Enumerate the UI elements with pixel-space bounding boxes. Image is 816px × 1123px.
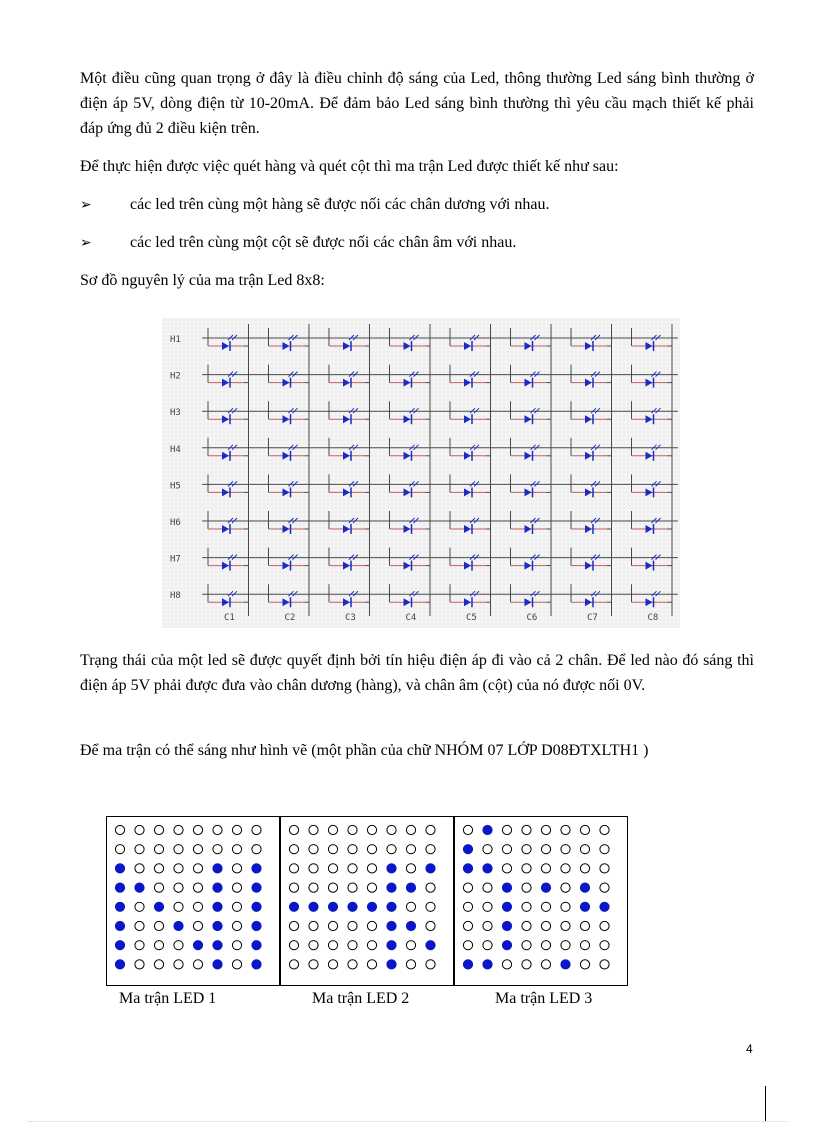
led-off-dot	[348, 845, 357, 854]
led-off-dot	[387, 825, 396, 834]
page-number: 4	[746, 1042, 753, 1056]
led-off-dot	[367, 941, 376, 950]
led-off-dot	[289, 941, 298, 950]
led-off-dot	[426, 921, 435, 930]
led-matrix-3	[454, 816, 628, 986]
led-off-dot	[522, 921, 531, 930]
led-on-dot	[252, 941, 261, 950]
led-off-dot	[115, 825, 124, 834]
led-on-dot	[348, 902, 357, 911]
led-off-dot	[328, 883, 337, 892]
led-diode-symbol	[464, 452, 471, 460]
footer-dotted-line	[28, 1121, 788, 1122]
led-off-dot	[309, 864, 318, 873]
row-label: H4	[170, 444, 181, 455]
led-diode-symbol	[464, 562, 471, 570]
led-diode-symbol	[222, 415, 229, 423]
led-diode-symbol	[343, 452, 350, 460]
led-off-dot	[367, 864, 376, 873]
led-on-dot	[483, 864, 492, 873]
led-diode-symbol	[464, 342, 471, 350]
led-off-dot	[387, 845, 396, 854]
led-off-dot	[426, 845, 435, 854]
led-off-dot	[154, 960, 163, 969]
led-diode-symbol	[404, 379, 411, 387]
led-off-dot	[193, 883, 202, 892]
matrix-caption-2: Ma trận LED 2	[312, 990, 410, 1007]
led-on-dot	[502, 941, 511, 950]
led-off-dot	[232, 825, 241, 834]
led-diode-symbol	[222, 488, 229, 496]
led-off-dot	[328, 845, 337, 854]
led-off-dot	[426, 883, 435, 892]
led-off-dot	[174, 941, 183, 950]
led-off-dot	[406, 960, 415, 969]
led-off-dot	[561, 921, 570, 930]
led-off-dot	[463, 883, 472, 892]
led-on-dot	[115, 941, 124, 950]
led-off-dot	[289, 825, 298, 834]
led-off-dot	[367, 960, 376, 969]
led-off-dot	[522, 825, 531, 834]
led-diode-symbol	[585, 452, 592, 460]
led-on-dot	[252, 902, 261, 911]
led-on-dot	[502, 902, 511, 911]
led-diode-symbol	[646, 379, 653, 387]
led-off-dot	[348, 941, 357, 950]
led-off-dot	[600, 883, 609, 892]
led-matrix-1	[106, 816, 280, 986]
led-off-dot	[193, 921, 202, 930]
led-off-dot	[600, 825, 609, 834]
led-off-dot	[600, 960, 609, 969]
led-off-dot	[522, 883, 531, 892]
led-off-dot	[541, 825, 550, 834]
led-off-dot	[367, 921, 376, 930]
led-on-dot	[328, 902, 337, 911]
led-on-dot	[213, 902, 222, 911]
led-on-dot	[174, 921, 183, 930]
led-on-dot	[252, 883, 261, 892]
led-diode-symbol	[343, 562, 350, 570]
led-on-dot	[406, 921, 415, 930]
led-diode-symbol	[283, 598, 290, 606]
led-on-dot	[135, 883, 144, 892]
led-on-dot	[463, 960, 472, 969]
led-diode-symbol	[464, 488, 471, 496]
led-off-dot	[174, 825, 183, 834]
led-diode-symbol	[283, 488, 290, 496]
bullet-text: các led trên cùng một hàng sẽ được nối các chân dương với nhau.	[130, 196, 550, 213]
led-off-dot	[561, 902, 570, 911]
led-on-dot	[463, 864, 472, 873]
led-off-dot	[193, 845, 202, 854]
led-diode-symbol	[464, 379, 471, 387]
led-diode-symbol	[404, 488, 411, 496]
led-off-dot	[193, 825, 202, 834]
led-diode-symbol	[525, 342, 532, 350]
led-diode-symbol	[343, 379, 350, 387]
led-diode-symbol	[283, 452, 290, 460]
led-diode-symbol	[646, 342, 653, 350]
led-on-dot	[213, 921, 222, 930]
led-diode-symbol	[343, 525, 350, 533]
led-diode-symbol	[343, 342, 350, 350]
paragraph-brightness: Một điều cũng quan trọng ở đây là điều chỉnh độ sáng của Led, thông thường Led sáng bình thường ở điện áp 5V, dòng điện từ 10-20mA. Để đảm bảo Led sáng bình thường thì yêu cầu mạch thiết kế phải đáp ứng đủ 2 điều kiện trên.	[80, 70, 754, 137]
led-on-dot	[387, 883, 396, 892]
led-off-dot	[561, 864, 570, 873]
led-on-dot	[154, 902, 163, 911]
led-off-dot	[154, 864, 163, 873]
led-off-dot	[289, 845, 298, 854]
led-off-dot	[426, 902, 435, 911]
led-off-dot	[289, 960, 298, 969]
led-on-dot	[115, 883, 124, 892]
led-off-dot	[600, 921, 609, 930]
led-on-dot	[561, 960, 570, 969]
led-off-dot	[154, 941, 163, 950]
led-off-dot	[561, 845, 570, 854]
led-off-dot	[348, 921, 357, 930]
column-label: C4	[405, 613, 417, 623]
led-on-dot	[387, 902, 396, 911]
led-on-dot	[580, 902, 589, 911]
led-diode-symbol	[404, 562, 411, 570]
led-diode-symbol	[585, 379, 592, 387]
led-on-dot	[502, 883, 511, 892]
led-off-dot	[600, 864, 609, 873]
led-off-dot	[328, 921, 337, 930]
led-diode-symbol	[525, 415, 532, 423]
led-diode-symbol	[343, 598, 350, 606]
led-off-dot	[309, 921, 318, 930]
led-matrix-dots	[107, 817, 281, 987]
led-on-dot	[115, 902, 124, 911]
bullet-text: các led trên cùng một cột sẽ được nối các chân âm với nhau.	[130, 234, 517, 251]
led-diode-symbol	[222, 452, 229, 460]
led-off-dot	[483, 845, 492, 854]
led-on-dot	[213, 864, 222, 873]
led-off-dot	[232, 902, 241, 911]
led-off-dot	[426, 825, 435, 834]
schematic-drawing	[162, 318, 680, 628]
led-off-dot	[328, 864, 337, 873]
led-off-dot	[135, 845, 144, 854]
led-diode-symbol	[585, 598, 592, 606]
led-off-dot	[328, 941, 337, 950]
led-diode-symbol	[222, 379, 229, 387]
led-off-dot	[367, 845, 376, 854]
led-matrix-dots	[455, 817, 629, 987]
led-on-dot	[483, 960, 492, 969]
matrix-caption-1: Ma trận LED 1	[119, 990, 217, 1007]
led-diode-symbol	[585, 488, 592, 496]
led-off-dot	[463, 941, 472, 950]
led-off-dot	[348, 825, 357, 834]
matrix-caption-3: Ma trận LED 3	[495, 990, 593, 1007]
led-on-dot	[483, 825, 492, 834]
led-off-dot	[135, 825, 144, 834]
paragraph-display-example: Để ma trận có thể sáng như hình vẽ (một phần của chữ NHÓM 07 LỚP D08ĐTXLTH1 )	[80, 742, 649, 759]
led-off-dot	[232, 941, 241, 950]
led-diode-symbol	[222, 525, 229, 533]
led-off-dot	[232, 864, 241, 873]
led-on-dot	[367, 902, 376, 911]
led-on-dot	[115, 960, 124, 969]
led-off-dot	[561, 825, 570, 834]
led-diode-symbol	[646, 488, 653, 496]
led-off-dot	[193, 864, 202, 873]
led-off-dot	[154, 883, 163, 892]
led-off-dot	[135, 960, 144, 969]
led-on-dot	[252, 864, 261, 873]
led-off-dot	[367, 825, 376, 834]
led-diode-symbol	[525, 562, 532, 570]
led-off-dot	[483, 902, 492, 911]
led-off-dot	[561, 941, 570, 950]
led-diode-symbol	[283, 342, 290, 350]
led-off-dot	[193, 960, 202, 969]
led-off-dot	[561, 883, 570, 892]
column-label: C2	[284, 613, 296, 623]
led-off-dot	[135, 941, 144, 950]
led-off-dot	[406, 902, 415, 911]
led-off-dot	[232, 845, 241, 854]
led-on-dot	[289, 902, 298, 911]
led-off-dot	[348, 883, 357, 892]
led-off-dot	[174, 864, 183, 873]
led-off-dot	[174, 960, 183, 969]
led-off-dot	[406, 825, 415, 834]
led-on-dot	[502, 921, 511, 930]
led-off-dot	[406, 845, 415, 854]
led-on-dot	[387, 941, 396, 950]
led-off-dot	[483, 883, 492, 892]
led-diode-symbol	[404, 415, 411, 423]
led-diode-symbol	[464, 415, 471, 423]
led-off-dot	[580, 960, 589, 969]
led-diode-symbol	[222, 562, 229, 570]
led-diode-symbol	[525, 488, 532, 496]
led-diode-symbol	[525, 452, 532, 460]
led-on-dot	[213, 883, 222, 892]
led-matrix-dots	[281, 817, 455, 987]
led-off-dot	[309, 960, 318, 969]
led-off-dot	[541, 941, 550, 950]
led-diode-symbol	[283, 379, 290, 387]
led-diode-symbol	[646, 598, 653, 606]
row-label: H5	[170, 481, 181, 492]
led-off-dot	[232, 883, 241, 892]
led-off-dot	[522, 845, 531, 854]
led-on-dot	[115, 864, 124, 873]
led-off-dot	[463, 902, 472, 911]
led-off-dot	[541, 921, 550, 930]
led-on-dot	[252, 960, 261, 969]
led-off-dot	[522, 960, 531, 969]
led-on-dot	[309, 902, 318, 911]
led-on-dot	[580, 883, 589, 892]
led-off-dot	[328, 825, 337, 834]
led-off-dot	[174, 845, 183, 854]
led-off-dot	[309, 883, 318, 892]
led-off-dot	[483, 941, 492, 950]
paragraph-schematic-caption: Sơ đồ nguyên lý của ma trận Led 8x8:	[80, 272, 325, 289]
led-off-dot	[213, 845, 222, 854]
led-off-dot	[463, 921, 472, 930]
led-on-dot	[426, 941, 435, 950]
led-off-dot	[483, 921, 492, 930]
led-diode-symbol	[404, 452, 411, 460]
led-off-dot	[348, 960, 357, 969]
led-off-dot	[541, 960, 550, 969]
led-diode-symbol	[585, 525, 592, 533]
led-off-dot	[426, 960, 435, 969]
led-off-dot	[135, 864, 144, 873]
led-off-dot	[406, 941, 415, 950]
led-on-dot	[406, 883, 415, 892]
led-off-dot	[135, 902, 144, 911]
led-off-dot	[154, 845, 163, 854]
led-off-dot	[309, 941, 318, 950]
led-off-dot	[463, 825, 472, 834]
led-diode-symbol	[464, 598, 471, 606]
led-off-dot	[328, 960, 337, 969]
led-off-dot	[154, 921, 163, 930]
led-off-dot	[289, 883, 298, 892]
led-off-dot	[502, 845, 511, 854]
led-on-dot	[387, 921, 396, 930]
led-on-dot	[426, 864, 435, 873]
arrow-bullet-icon: ➢	[80, 235, 92, 251]
led-off-dot	[522, 864, 531, 873]
led-off-dot	[522, 902, 531, 911]
led-diode-symbol	[646, 452, 653, 460]
led-diode-symbol	[404, 342, 411, 350]
led-diode-symbol	[646, 562, 653, 570]
led-on-dot	[463, 845, 472, 854]
led-diode-symbol	[343, 488, 350, 496]
led-off-dot	[252, 845, 261, 854]
row-label: H2	[170, 371, 181, 382]
column-label: C7	[587, 613, 598, 623]
led-off-dot	[580, 941, 589, 950]
led-diode-symbol	[283, 562, 290, 570]
led-on-dot	[252, 921, 261, 930]
led-off-dot	[502, 960, 511, 969]
led-off-dot	[580, 864, 589, 873]
led-on-dot	[541, 883, 550, 892]
led-off-dot	[600, 845, 609, 854]
led-off-dot	[289, 921, 298, 930]
led-diode-symbol	[222, 598, 229, 606]
led-on-dot	[387, 864, 396, 873]
led-off-dot	[541, 902, 550, 911]
row-label: H6	[170, 518, 181, 528]
led-diode-symbol	[464, 525, 471, 533]
led-on-dot	[387, 960, 396, 969]
led-diode-symbol	[585, 562, 592, 570]
led-off-dot	[406, 864, 415, 873]
led-matrix-schematic	[162, 318, 680, 628]
arrow-bullet-icon: ➢	[80, 197, 92, 213]
led-off-dot	[193, 902, 202, 911]
led-diode-symbol	[525, 598, 532, 606]
margin-guide-line	[765, 1086, 766, 1122]
led-off-dot	[213, 825, 222, 834]
led-on-dot	[193, 941, 202, 950]
led-off-dot	[154, 825, 163, 834]
led-on-dot	[600, 902, 609, 911]
led-off-dot	[115, 845, 124, 854]
led-on-dot	[213, 941, 222, 950]
led-off-dot	[580, 825, 589, 834]
led-off-dot	[348, 864, 357, 873]
led-diode-symbol	[343, 415, 350, 423]
led-diode-symbol	[585, 415, 592, 423]
led-off-dot	[232, 921, 241, 930]
paragraph-scan-design: Để thực hiện được việc quét hàng và quét cột thì ma trận Led được thiết kế như sau:	[80, 158, 619, 175]
led-off-dot	[309, 845, 318, 854]
led-off-dot	[309, 825, 318, 834]
led-diode-symbol	[404, 525, 411, 533]
led-off-dot	[580, 921, 589, 930]
led-diode-symbol	[525, 525, 532, 533]
led-matrix-2	[280, 816, 454, 986]
paragraph-led-state: Trạng thái của một led sẽ được quyết định bởi tín hiệu điện áp đi vào cả 2 chân. Để led nào đó sáng thì điện áp 5V phải được đưa vào chân dương (hàng), và chân âm (cột) của nó được nối 0V.	[80, 652, 754, 694]
column-label: C6	[526, 613, 538, 623]
led-on-dot	[115, 921, 124, 930]
column-label: C8	[647, 613, 659, 623]
led-diode-symbol	[222, 342, 229, 350]
led-diode-symbol	[404, 598, 411, 606]
led-diode-symbol	[283, 415, 290, 423]
led-off-dot	[174, 883, 183, 892]
led-off-dot	[541, 864, 550, 873]
led-diode-symbol	[646, 525, 653, 533]
row-label: H3	[170, 408, 181, 419]
row-label: H1	[170, 335, 181, 345]
led-off-dot	[367, 883, 376, 892]
led-off-dot	[502, 864, 511, 873]
column-label: C5	[466, 613, 477, 623]
led-off-dot	[174, 902, 183, 911]
led-diode-symbol	[646, 415, 653, 423]
led-diode-symbol	[585, 342, 592, 350]
led-off-dot	[135, 921, 144, 930]
led-diode-symbol	[283, 525, 290, 533]
led-off-dot	[580, 845, 589, 854]
led-diode-symbol	[525, 379, 532, 387]
led-off-dot	[289, 864, 298, 873]
column-label: C1	[224, 613, 235, 623]
led-off-dot	[252, 825, 261, 834]
led-on-dot	[213, 960, 222, 969]
row-label: H8	[170, 591, 181, 602]
led-off-dot	[522, 941, 531, 950]
led-off-dot	[232, 960, 241, 969]
led-off-dot	[600, 941, 609, 950]
column-label: C3	[345, 613, 356, 623]
row-label: H7	[170, 554, 181, 565]
led-off-dot	[541, 845, 550, 854]
led-off-dot	[502, 825, 511, 834]
